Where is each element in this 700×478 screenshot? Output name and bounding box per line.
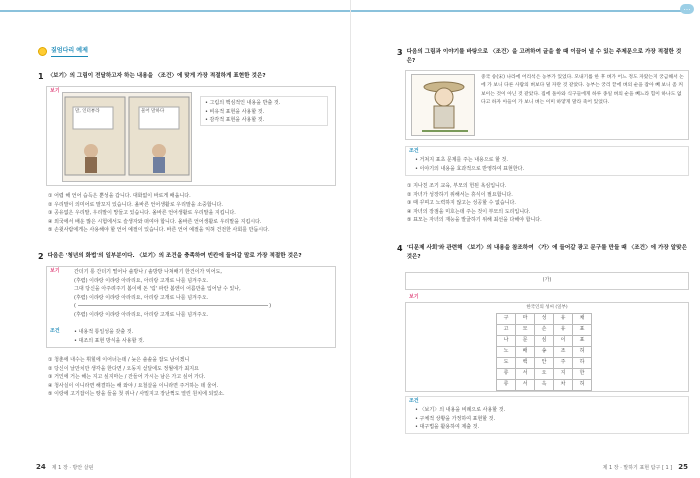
condition-item: • 그림의 핵심적인 내용을 반출 것. — [205, 100, 281, 106]
footer-label: 제 1 장 · 방안 살핀 — [51, 464, 94, 471]
table-cell: 심 — [535, 336, 554, 347]
condition-item: • 거쳐지 표초 문제를 주는 내용으로 할 것. — [415, 157, 508, 163]
answer-option-3[interactable]: ③ 거인에 거는 해는 지고 싶지마는 / 잔들어 가시는 남은 가고 싶어 가다. — [48, 374, 206, 380]
table-cell: 구 — [497, 314, 516, 325]
condition-item: • 〈보기〉의 내용을 비례으로 사용할 것. — [415, 407, 506, 413]
table-row — [497, 380, 592, 391]
question-number: 4 — [397, 244, 403, 253]
surname-table — [496, 313, 592, 391]
speech-bubble-icon: … — [680, 4, 694, 14]
table-cell: 옥 — [535, 380, 554, 391]
table-cell: 서 — [516, 380, 535, 391]
right-page — [350, 0, 700, 478]
picture-text-right: 물어 말하다 — [141, 109, 165, 114]
condition-label: 조건 — [409, 398, 419, 404]
answer-option-4[interactable]: ④ 자녀의 장점을 미호는데 주는 것이 부모의 도리입니다. — [407, 208, 531, 215]
table-cell: 허 — [573, 347, 592, 358]
condition-label: 조건 — [409, 148, 419, 154]
answer-option-4[interactable]: ④ 청사실이 이니라면 해결하는 해 와야 / 요철살을 이니라면 주거하는 데 울어. — [48, 382, 219, 389]
table-cell: 서 — [516, 369, 535, 380]
poem-line: (후렴) 이랴랑 이랴랑 아라리요, 아리랑 고개로 나를 넘겨주오. — [74, 277, 209, 284]
table-cell: 모 — [516, 325, 535, 336]
answer-option-2[interactable]: ② 당신이 날만치만 생각을 한다면 / 오동지 섣달에도 정월에가 최지요 — [48, 365, 199, 372]
table-row — [497, 358, 592, 369]
book-illustration — [63, 93, 193, 183]
table-cell: 오 — [535, 369, 554, 380]
illustration — [62, 92, 192, 182]
farmer-drawing — [412, 75, 476, 137]
condition-item: • 감각적 표현을 사용할 것. — [205, 117, 265, 123]
question-3 — [397, 48, 687, 65]
table-cell: 손 — [535, 325, 554, 336]
question-text: 다음의 그림과 이야기를 바탕으로 〈조건〉을 고려하여 글을 쓸 때 이끌어 낼 수 있는 주제문으로 가장 적절한 것은? — [406, 49, 682, 64]
condition-item: • 비유적 표현을 사용할 것. — [205, 108, 265, 115]
answer-option-5[interactable]: ⑤ 표모는 자녀의 재능을 발굴하기 위해 최선을 다해야 합니다. — [407, 217, 542, 223]
table-row — [497, 325, 592, 336]
table-row — [497, 314, 592, 325]
poem-line: 간더기 롱 간더기 떨어나 솔방나 / 솔방방 나쳐배기 한건이가 익어도, — [74, 269, 222, 275]
question-number: 2 — [38, 252, 44, 261]
answer-option-5[interactable]: ⑤ 손윗사람에게는 사용해야 할 언어 예절이 있습니다. 바른 언어 예절을 익혀 건전한 사회를 만듭시다. — [48, 227, 270, 233]
table-cell: 허 — [573, 380, 592, 391]
table-cell: 채 — [573, 314, 592, 325]
story-text: 중국 송(宋) 나라에 어리석은 농부가 있었다. 모내기를 한 후 벼가 어느 정도 자랐는지 궁금해서 논에 가 보니 다른 사람의 벼보다 덜 자란 것 같았다. 농부는 궁리 끝에 벼의 순을 잡아 빼 보니 좀 커보이는 것이 아닌 것 같았다. 집에 돌아와 식구들에게 하루 종일 벼의 순을 빼느라 힘이 하나도 없다고 하자 아들이 가 보니 벼는 이미 하얗게 말라 죽어 있었다. — [481, 75, 684, 106]
table-cell: 나 — [497, 336, 516, 347]
picture-text-left: 말, 인터뷰라 — [75, 109, 100, 114]
answer-option-5[interactable]: ⑤ 이랑에 고기잡이는 땅을 들을 첫 쥐나 / 사밀지고 장난쩍도 열린 원치에 되었소. — [48, 391, 225, 397]
table-cell: 차 — [554, 380, 573, 391]
answer-option-3[interactable]: ③ 공유없은 우리말, 우리말이 망들고 있습니다. 올바른 언어생활로 우리말을 지킵니다. — [48, 210, 236, 216]
table-cell: 성 — [535, 314, 554, 325]
page-number: 24 — [36, 462, 46, 471]
answer-option-4[interactable]: ④ 외국에서 배운 많은 시험에서도 슬생자와 떠여야 합니다. 올바른 언어생활로 우리말을 지킵시다. — [48, 218, 262, 225]
table-row — [497, 347, 592, 358]
box-label: 보기 — [409, 294, 419, 300]
table-cell: 한 — [573, 369, 592, 380]
page-footer — [36, 462, 93, 473]
lightbulb-icon — [38, 47, 47, 56]
table-cell: 백 — [516, 358, 535, 369]
top-rule — [0, 10, 350, 12]
table-cell: 하 — [573, 358, 592, 369]
answer-options — [48, 356, 343, 399]
table-cell: 송 — [535, 347, 554, 358]
question-number: 3 — [397, 48, 403, 57]
box-label: 보기 — [50, 268, 60, 274]
table-cell: 류 — [497, 380, 516, 391]
poem-line: (후렴) 이랴랑 이랴랑 아라리요, 아리랑 고개로 나를 넘겨주오. — [74, 294, 209, 301]
table-cell: 이 — [554, 336, 573, 347]
answer-option-1[interactable]: ① 어렵 해 언어 습득은 뿐성을 갑니다. 대화없이 바로게 배웁니다. — [48, 193, 191, 199]
table-row — [497, 369, 592, 380]
table-cell: 도 — [497, 358, 516, 369]
question-text: 다음은 '청년의 화법'의 일부분이다. 〈보기〉의 조건을 충족하여 빈칸에 들어갈 말로 가장 적절한 것은? — [47, 253, 302, 259]
page-number: 25 — [678, 462, 688, 471]
question-1 — [38, 72, 338, 81]
table-row — [497, 336, 592, 347]
question-4 — [397, 244, 687, 261]
table-title: 한국인의 성씨 (일부) — [526, 305, 568, 310]
condition-label: 조건 — [50, 328, 60, 334]
answer-option-2[interactable]: ② 자녀가 성장하기 위해서는 휴식이 필요합니다. — [407, 191, 513, 198]
condition-box — [200, 96, 328, 126]
top-rule — [351, 10, 681, 12]
question-text: '디문제 사회'와 관련해 〈보기〉의 내용을 참조하여 〈가〉에 들어갈 광고 문구를 만들 때 〈조건〉에 가장 알맞은 것은? — [406, 245, 687, 260]
condition-item: • 내용적 통일성을 갖출 것. — [74, 329, 134, 335]
box-tag: (가) — [542, 277, 552, 283]
answer-option-1[interactable]: ① 청춘에 내수는 휘힐에 이어너는데 / 늦은 솔솔을 잡도 남이겠니 — [48, 357, 190, 363]
condition-list — [415, 156, 524, 173]
example-box — [405, 302, 689, 392]
blank-line: ( ) — [74, 303, 272, 309]
table-cell: 고 — [497, 325, 516, 336]
condition-list — [415, 406, 505, 432]
condition-item: • 이야기의 내용을 효과적으로 반영하여 표현한다. — [415, 165, 525, 172]
poem-line: 그대 당신을 아주려주기 봄이에 돈 '림' 파란 봄엔이 어름만을 입어날 수 있나, — [74, 286, 241, 292]
question-2 — [38, 252, 338, 261]
table-cell: 조 — [554, 347, 573, 358]
condition-list — [201, 97, 327, 127]
answer-options — [48, 192, 343, 235]
question-text: 〈보기〉의 그림이 전달하고자 하는 내용을 〈조건〉에 맞게 가장 적절하게 표현한 것은? — [47, 73, 266, 79]
section-header — [38, 46, 88, 57]
condition-item: • 구체적 상황을 가정하여 표현할 것. — [415, 415, 496, 422]
answer-option-2[interactable]: ② 우리말이 의미어로 말꼬지 있습니다. 올바른 언어생활로 우리말을 소중합니다. — [48, 201, 223, 208]
section-title: 짚엄다리 예제 — [51, 46, 88, 57]
answer-options — [407, 182, 692, 225]
question-number: 1 — [38, 72, 44, 81]
table-cell: 안 — [535, 358, 554, 369]
poem-lines — [74, 268, 332, 319]
table-cell: 노 — [497, 347, 516, 358]
table-cell: 마 — [516, 314, 535, 325]
table-cell: 지 — [554, 369, 573, 380]
condition-item: • 대구법을 활용하여 제출 것. — [415, 424, 480, 430]
table-cell: 유 — [554, 314, 573, 325]
condition-list — [74, 328, 144, 345]
table-cell: 류 — [497, 369, 516, 380]
answer-option-3[interactable]: ③ 때 꾸며고 노력하지 않고는 성공할 수 없습니다. — [407, 200, 516, 206]
table-cell: 문 — [516, 336, 535, 347]
table-cell: 표 — [573, 336, 592, 347]
table-cell: 표 — [573, 325, 592, 336]
page-footer — [603, 462, 688, 473]
table-cell: 주 — [554, 358, 573, 369]
answer-box[interactable] — [405, 272, 689, 290]
farmer-illustration — [411, 74, 475, 136]
box-label: 보기 — [50, 88, 60, 94]
condition-item: • 대조의 표현 방식을 사용할 것. — [74, 337, 145, 344]
footer-label: 제 1 장 · 말하기 표현 탐구 [ 1 ] — [602, 464, 673, 471]
table-cell: 유 — [554, 325, 573, 336]
answer-option-1[interactable]: ① 지나친 조기 교육, 부모의 헌된 욕심입니다. — [407, 183, 507, 189]
table-cell: 배 — [516, 347, 535, 358]
poem-line: (후렴) 이랴랑 이랴랑 아라리요, 아리랑 고개로 나를 넘겨주오. — [74, 311, 209, 318]
